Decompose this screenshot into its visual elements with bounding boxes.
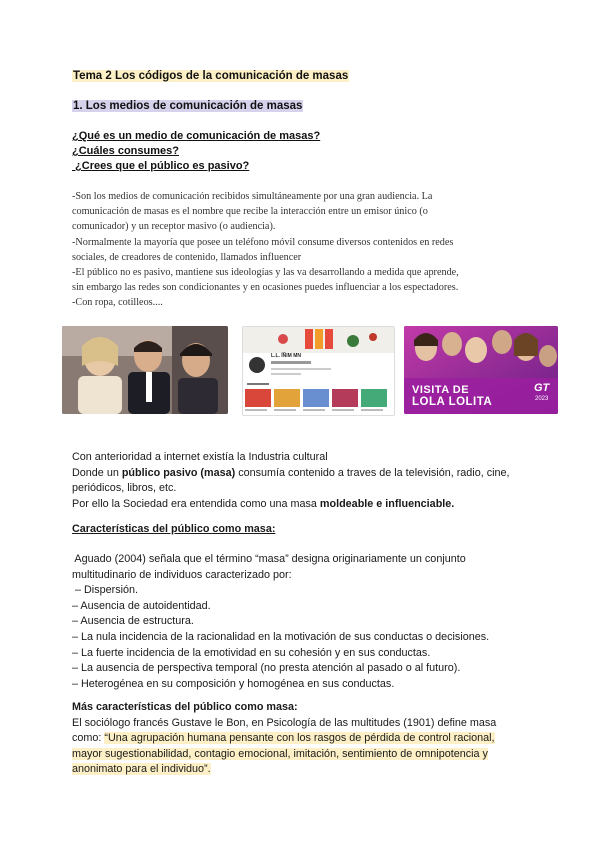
list-item: – La ausencia de perspectiva temporal (no presta atención al pasado o al futuro). <box>72 662 461 675</box>
intro-line: multitudinario de individuos caracterizado por: <box>72 568 292 581</box>
answer-line: sin embargo las redes son condicionantes y en ocasiones puedes influenciar a los espectadores. <box>72 282 459 294</box>
text-span: consumía contenido a traves de la televisión, radio, cine, <box>235 466 510 479</box>
answer-line: comunicación de masas es el nombre que recibe la interacción entre un emisor único (o <box>72 206 428 218</box>
lola-lolita-promo <box>404 326 558 414</box>
promo-year: 2023 <box>535 396 549 402</box>
answer-line: sociales, de creadores de contenido, llamados influencer <box>72 251 302 263</box>
answer-line: -Son los medios de comunicación recibidos simultáneamente por una gran audiencia. La <box>72 191 433 202</box>
industria-line-4 <box>72 497 510 513</box>
quote-span: anonimato para el individuo”. <box>72 763 211 776</box>
mas-line-1: El sociólogo francés Gustave le Bon, en Psicología de las multitudes (1901) define masa <box>72 716 497 729</box>
list-item: – La nula incidencia de la racionalidad en la motivación de sus conductas o decisiones. <box>72 630 490 643</box>
answer-line: -Con ropa, cotilleos.... <box>72 297 163 309</box>
youtube-channel-screenshot <box>242 326 395 416</box>
list-item: – Ausencia de estructura. <box>72 615 194 628</box>
text-span: Donde un <box>72 466 122 479</box>
list-item: – Ausencia de autoidentidad. <box>72 599 211 612</box>
list-item: – Heterogénea en su composición y homogénea en sus conductas. <box>72 677 395 690</box>
mas-heading: Más características del público como masa: <box>72 701 298 713</box>
section-title: 1. Los medios de comunicación de masas <box>73 100 303 112</box>
group-photo <box>62 326 228 414</box>
promo-line-1: VISITA DE <box>412 384 470 396</box>
list-item: – Dispersión. <box>72 584 139 597</box>
bold-span: público pasivo (masa) <box>121 466 236 479</box>
quote-span: mayor sugestionabilidad, contagio emocional, imitación, sentimiento de omnipotencia y <box>72 747 488 760</box>
text-span: Por ello la Sociedad era entendida como una masa <box>72 497 320 510</box>
answer-line: comunicador) y un receptor masivo (o audiencia). <box>72 221 276 233</box>
question-1: ¿Qué es un medio de comunicación de masas? <box>72 130 321 142</box>
intro-line: Aguado (2004) señala que el término “masa” designa originariamente un conjunto <box>72 553 466 565</box>
mas-block <box>72 700 496 778</box>
text-span: como: <box>72 732 105 745</box>
industria-line-3: periódicos, libros, etc. <box>72 482 177 495</box>
industria-line-1: Con anterioridad a internet existía la Industria cultural <box>72 451 328 463</box>
topic-title: Tema 2 Los códigos de la comunicación de masas <box>73 70 349 82</box>
channel-name: L.L. ÍÑIM MN <box>271 353 301 359</box>
promo-line-2: LOLA LOLITA <box>412 396 493 408</box>
quote-line <box>72 762 496 778</box>
caracteristicas-heading: Características del público como masa: <box>72 523 276 535</box>
answer-line: -El público no es pasivo, mantiene sus ideologías y las va desarrollando a medida que aprende, <box>72 267 459 279</box>
question-3: ¿Crees que el público es pasivo? <box>72 160 250 172</box>
quote-span: “Una agrupación humana pensante con los rasgos de pérdida de control racional, <box>104 732 495 745</box>
quote-line <box>72 747 496 763</box>
caracteristicas-list <box>72 552 489 692</box>
answers-block <box>72 189 532 311</box>
list-item: – La fuerte incidencia de la emotividad en su cohesión y en sus conductas. <box>72 646 431 659</box>
answer-line: -Normalmente la mayoría que posee un teléfono móvil consume diversos contenidos en redes <box>72 236 454 248</box>
promo-badge: GT <box>534 382 550 394</box>
industria-block <box>72 450 510 512</box>
industria-line-2 <box>72 466 510 482</box>
mas-line-2 <box>72 731 496 747</box>
question-2: ¿Cuáles consumes? <box>72 145 179 157</box>
bold-span: moldeable e influenciable. <box>319 497 455 510</box>
